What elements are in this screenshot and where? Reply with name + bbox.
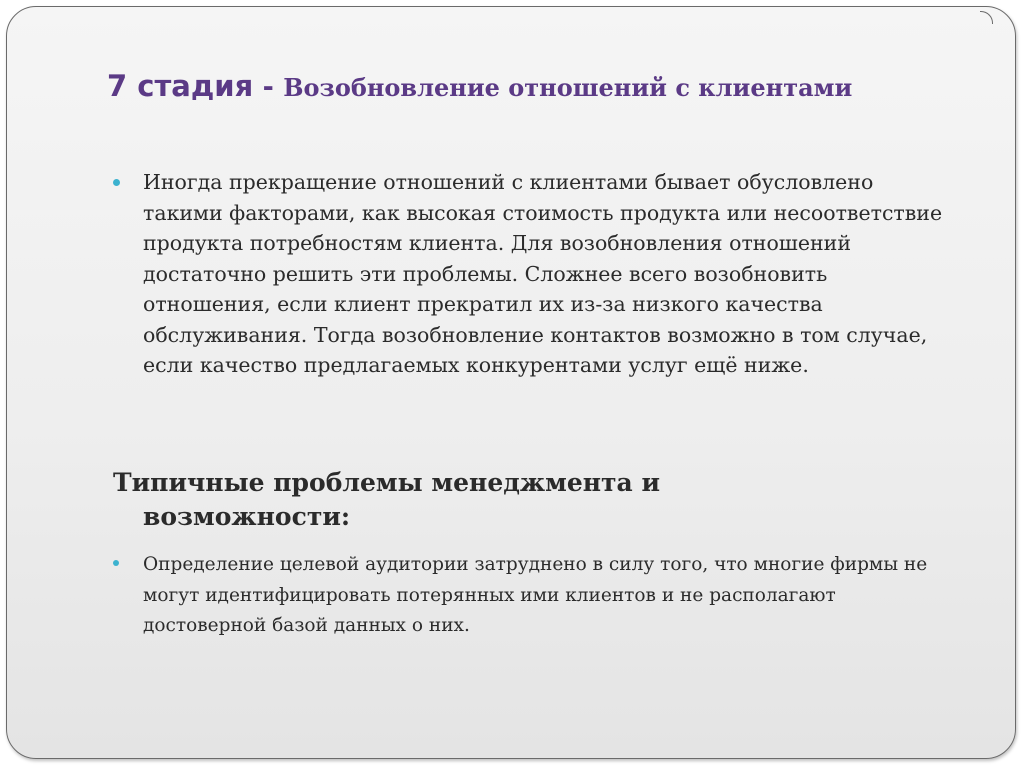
title-text: Возобновление отношений с клиентами — [283, 73, 853, 102]
section-subheading — [113, 466, 833, 534]
primary-bullet-list — [113, 167, 953, 381]
title-dash: - — [253, 72, 284, 103]
bullet-text: Определение целевой аудитории затруднено в силу того, что многие фирмы не могут идентифицировать потерянных ими клиентов и не располагают достоверной базой данных о них. — [143, 554, 928, 636]
bullet-item — [113, 550, 933, 642]
bullet-item — [113, 167, 953, 381]
secondary-bullet-list — [113, 550, 933, 642]
frame-corner-decoration — [980, 11, 993, 24]
slide-frame — [6, 6, 1016, 759]
slide-title — [107, 64, 887, 109]
title-stage-number: 7 стадия — [107, 69, 254, 103]
subheading-line-2: возможности: — [143, 502, 351, 531]
bullet-dot-icon — [113, 179, 120, 186]
subheading-line-1: Типичные проблемы менеджмента и — [113, 468, 660, 497]
bullet-text: Иногда прекращение отношений с клиентами бывает обусловлено такими факторами, как высокая стоимость продукта или несоответствие продукта потребностям клиента. Для возобновления отношений достаточно решить эти проблемы. Сложнее всего возобновить отношения, если клиент прекратил их из-за низкого качества обслуживания. Тогда возобновление контактов возможно в том случае, если качество предлагаемых конкурентами услуг ещё ниже. — [143, 170, 943, 377]
bullet-dot-icon — [113, 560, 119, 566]
